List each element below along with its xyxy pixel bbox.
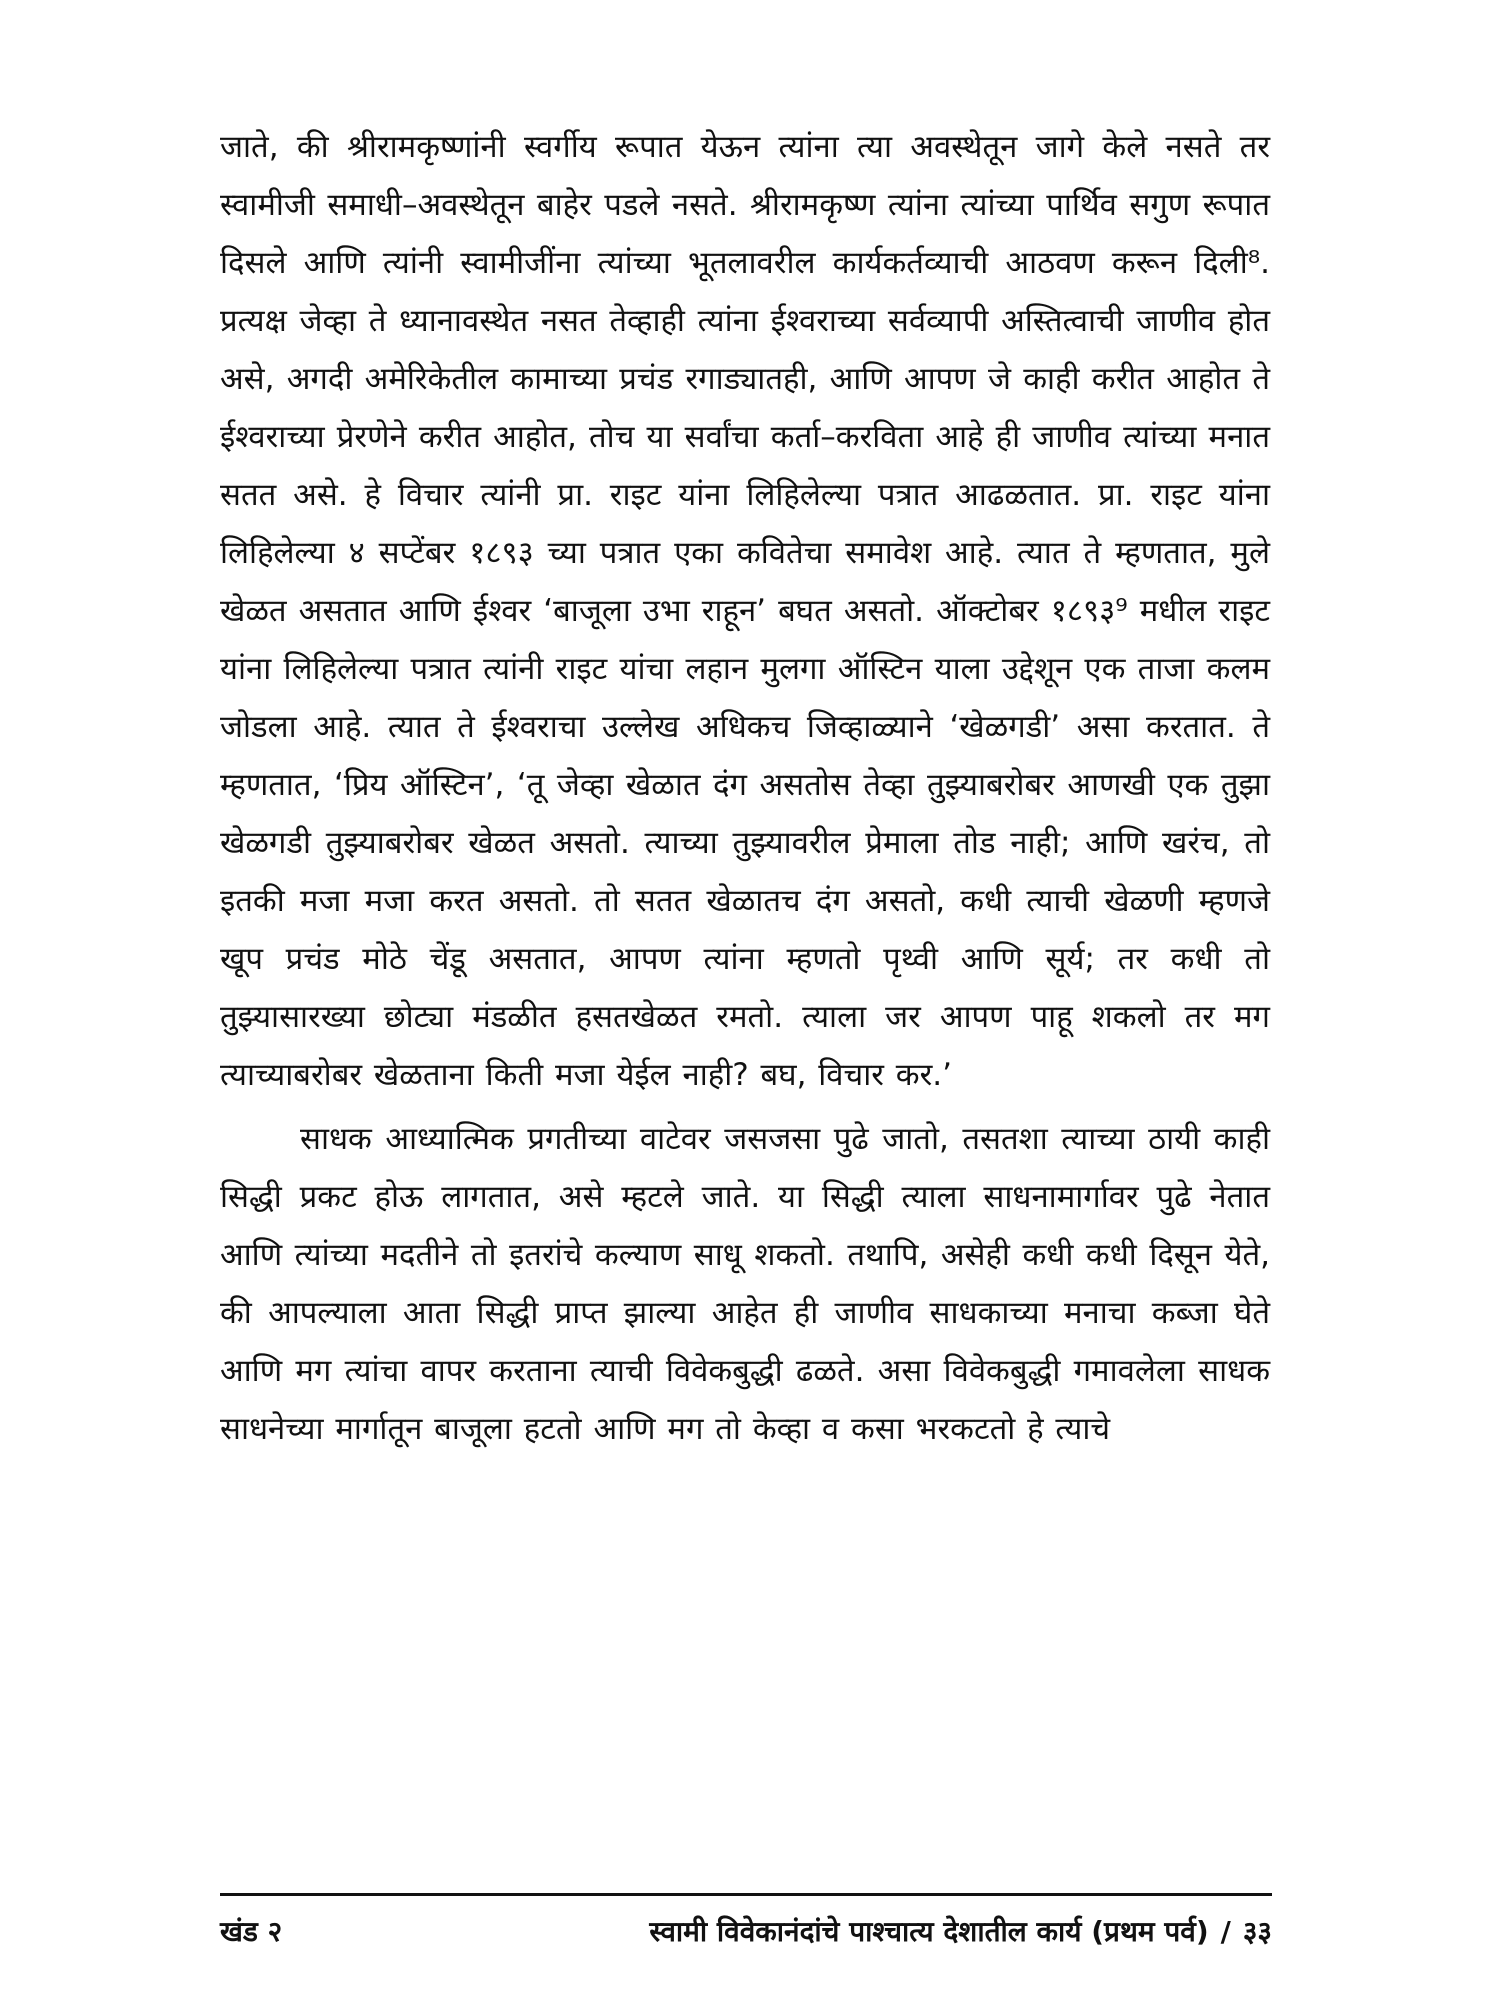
paragraph-continued: जाते, की श्रीरामकृष्णांनी स्वर्गीय रूपात येऊन त्यांना त्या अवस्थेतून जागे केले नसते तर स्वामीजी समाधी–अवस्थेतून बाहेर पडले नसते. श्रीरामकृष्ण त्यांना त्यांच्या पार्थिव सगुण रूपात दिसले आणि त्यांनी स्वामीजींना त्यांच्या भूतलावरील कार्यकर्तव्याची आठवण करून दिली⁸. प्रत्यक्ष जेव्हा ते ध्यानावस्थेत नसत तेव्हाही त्यांना ईश्वराच्या सर्वव्यापी अस्तित्वाची जाणीव होत असे, अगदी अमेरिकेतील कामाच्या प्रचंड रगाड्यातही, आणि आपण जे काही करीत आहोत ते ईश्वराच्या प्रेरणेने करीत आहोत, तोच या सर्वांचा कर्ता–करविता आहे ही जाणीव त्यांच्या मनात सतत असे. हे विचार त्यांनी प्रा. राइट यांना लिहिलेल्या पत्रात आढळतात. प्रा. राइट यांना लिहिलेल्या ४ सप्टेंबर १८९३ च्या पत्रात एका कवितेचा समावेश आहे. त्यात ते म्हणतात, मुले खेळत असतात आणि ईश्वर ‘बाजूला उभा राहून’ बघत असतो. ऑक्टोबर १८९३⁹ मधील राइट यांना लिहिलेल्या पत्रात त्यांनी राइट यांचा लहान मुलगा ऑस्टिन याला उद्देशून एक ताजा कलम जोडला आहे. त्यात ते ईश्वराचा उल्लेख अधिकच जिव्हाळ्याने ‘खेळगडी’ असा करतात. ते म्हणतात, ‘प्रिय ऑस्टिन’, ‘तू जेव्हा खेळात दंग असतोस तेव्हा तुझ्याबरोबर आणखी एक तुझा खेळगडी तुझ्याबरोबर खेळत असतो. त्याच्या तुझ्यावरील प्रेमाला तोड नाही; आणि खरंच, तो इतकी मजा मजा करत असतो. तो सतत खेळातच दंग असतो, कधी त्याची खेळणी म्हणजे खूप प्रचंड मोठे चेंडू असतात, आपण त्यांना म्हणतो पृथ्वी आणि सूर्य; तर कधी तो तुझ्यासारख्या छोट्या मंडळीत हसतखेळत रमतो. त्याला जर आपण पाहू शकलो तर मग त्याच्याबरोबर खेळताना किती मजा येईल नाही? बघ, विचार कर.’ bbox=[220, 129, 1270, 1093]
paragraph-siddhi: साधक आध्यात्मिक प्रगतीच्या वाटेवर जसजसा पुढे जातो, तसतशा त्याच्या ठायी काही सिद्धी प्रकट होऊ लागतात, असे म्हटले जाते. या सिद्धी त्याला साधनामार्गावर पुढे नेतात आणि त्यांच्या मदतीने तो इतरांचे कल्याण साधू शकतो. तथापि, असेही कधी कधी दिसून येते, की आपल्याला आता सिद्धी प्राप्त झाल्या आहेत ही जाणीव साधकाच्या मनाचा कब्जा घेते आणि मग त्यांचा वापर करताना त्याची विवेकबुद्धी ढळते. असा विवेकबुद्धी गमावलेला साधक साधनेच्या मार्गातून बाजूला हटतो आणि मग तो केव्हा व कसा भरकटतो हे त्याचे bbox=[220, 1121, 1270, 1447]
footer-book-title: स्वामी विवेकानंदांचे पाश्चात्य देशातील कार्य (प्रथम पर्व) bbox=[649, 1915, 1209, 1948]
page-number: ३३ bbox=[1242, 1915, 1272, 1948]
body-text bbox=[220, 118, 1270, 1458]
footer-separator: / bbox=[1220, 1915, 1231, 1948]
footer-section: खंड २ bbox=[220, 1915, 283, 1948]
footer-right bbox=[649, 1912, 1272, 1952]
footer-divider bbox=[220, 1893, 1272, 1896]
